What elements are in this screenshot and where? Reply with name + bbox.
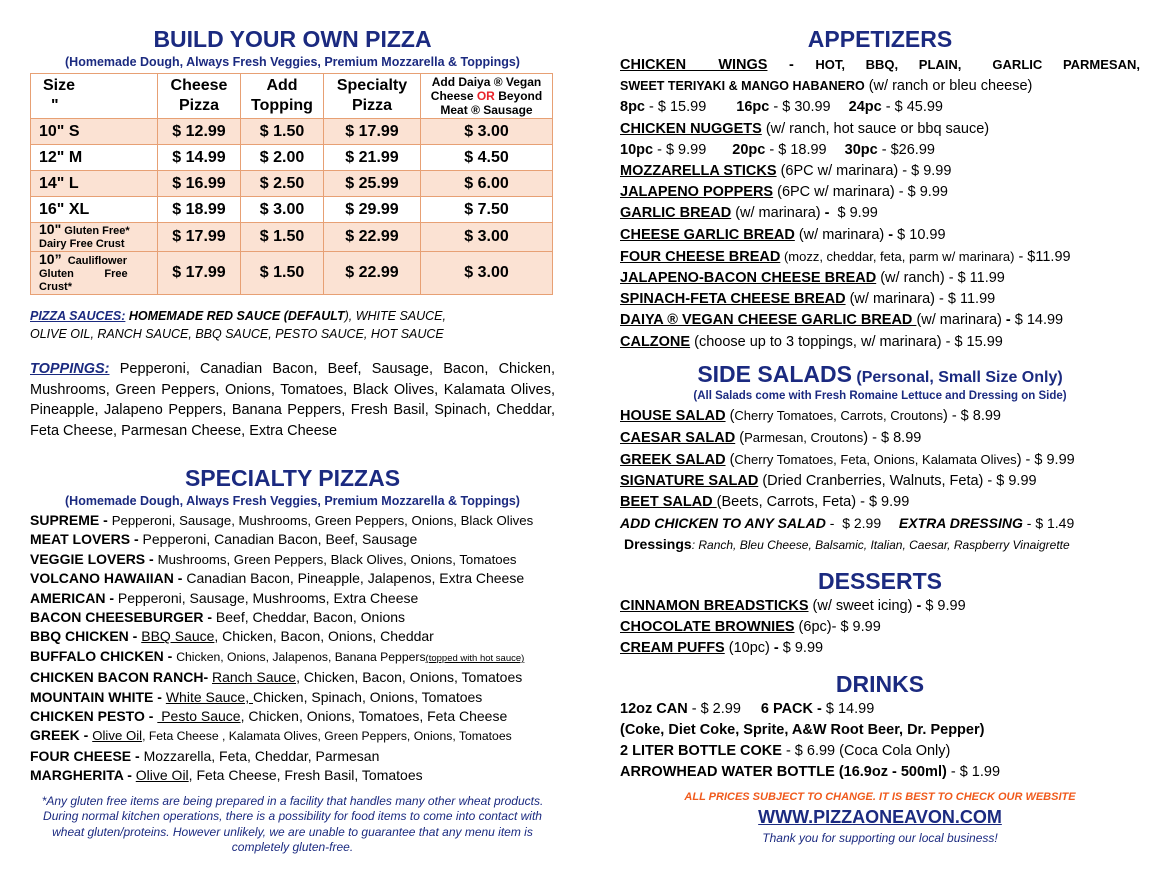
list-item: 2 LITER BOTTLE COKE - $ 6.99 (Coca Cola Only) [620, 742, 951, 759]
pizza-sauces: PIZZA SAUCES: HOMEMADE RED SAUCE (DEFAULT), WHITE SAUCE, OLIVE OIL, RANCH SAUCE, BBQ SAUCE, PESTO SAUCE, HOT SAUCE [30, 309, 446, 341]
table-row: 14" L $ 16.99 $ 2.50 $ 25.99 $ 6.00 [31, 171, 553, 197]
list-item: ARROWHEAD WATER BOTTLE (16.9oz - 500ml) - $ 1.99 [620, 763, 1001, 780]
table-row: 10" Gluten Free* Dairy Free Crust $ 17.99 $ 1.50 $ 22.99 $ 3.00 [31, 223, 553, 252]
thanks-message: Thank you for supporting our local business! [762, 830, 998, 845]
list-item: CALZONE (choose up to 3 toppings, w/ marinara) - $ 15.99 [620, 333, 1003, 350]
build-subtitle: (Homemade Dough, Always Fresh Veggies, Premium Mozzarella & Toppings) [65, 55, 520, 69]
table-row: 12" M $ 14.99 $ 2.00 $ 21.99 $ 4.50 [31, 145, 553, 171]
list-item: VEGGIE LOVERS - Mushrooms, Green Peppers, Black Olives, Onions, Tomatoes [30, 550, 517, 567]
drinks-list [620, 699, 1140, 783]
drinks-title: DRINKS [835, 670, 925, 697]
right-column [620, 24, 1140, 845]
list-item: AMERICAN - Pepperoni, Sausage, Mushrooms, Extra Cheese [30, 589, 419, 606]
appetizers-title: APPETIZERS [807, 26, 953, 52]
list-item: (Coke, Diet Coke, Sprite, A&W Root Beer, Dr. Pepper) [620, 721, 985, 738]
list-item: CINNAMON BREADSTICKS (w/ sweet icing) - $ 9.99 [620, 597, 966, 614]
topping-header: Add Topping [241, 74, 324, 119]
pizza-price-table [30, 73, 553, 295]
list-item: CHICKEN PESTO - Pesto Sauce, Chicken, Onions, Tomatoes, Feta Cheese [30, 708, 508, 725]
list-item: BUFFALO CHICKEN - Chicken, Onions, Jalapenos, Banana Peppers(topped with hot sauce) [30, 647, 525, 664]
specialty-list [30, 511, 555, 786]
list-item: FOUR CHEESE BREAD (mozz, cheddar, feta, parm w/ marinara) - $11.99 [620, 248, 1071, 265]
list-item: GREEK - Olive Oil, Feta Cheese , Kalamata Olives, Green Peppers, Onions, Tomatoes [30, 727, 512, 744]
left-column [30, 24, 555, 856]
specialty-header: Specialty Pizza [324, 74, 421, 119]
list-item: SUPREME - Pepperoni, Sausage, Mushrooms, Green Peppers, Onions, Black Olives [30, 512, 534, 528]
table-header-row [31, 74, 553, 119]
list-item: JALAPENO POPPERS (6PC w/ marinara) - $ 9.99 [620, 184, 948, 201]
list-item: MOZZARELLA STICKS (6PC w/ marinara) - $ 9.99 [620, 163, 952, 180]
list-item: CAESAR SALAD (Parmesan, Croutons) - $ 8.99 [620, 429, 922, 446]
toppings-list: TOPPINGS: Pepperoni, Canadian Bacon, Beef, Sausage, Bacon, Chicken, Mushrooms, Green Peppers, Onions, Tomatoes, Black Olives, Kalamata Olives, Pineapple, Jalapeno Peppers, Banana Peppers, Fresh Basil, Spinach, Cheddar, Feta Cheese, Parmesan Cheese, Extra Cheese [30, 361, 555, 439]
appetizers-list [620, 54, 1140, 353]
specialty-subtitle: (Homemade Dough, Always Fresh Veggies, Premium Mozzarella & Toppings) [65, 494, 520, 508]
list-item: ADD CHICKEN TO ANY SALAD - $ 2.99 EXTRA DRESSING - $ 1.49 [620, 514, 1075, 531]
list-item: GREEK SALAD (Cherry Tomatoes, Feta, Onions, Kalamata Olives) - $ 9.99 [620, 451, 1075, 468]
price-note: ALL PRICES SUBJECT TO CHANGE. IT IS BEST TO CHECK OUR WEBSITE [684, 790, 1076, 803]
table-row: 16" XL $ 18.99 $ 3.00 $ 29.99 $ 7.50 [31, 197, 553, 223]
salads-header: SIDE SALADS (Personal, Small Size Only) [697, 360, 1063, 387]
list-item: GARLIC BREAD (w/ marinara) - $ 9.99 [620, 205, 878, 222]
gluten-disclaimer: *Any gluten free items are being prepared in a facility that handles many other wheat products. During normal kitchen operations, there is a possibility for food items to come into contact with wheat gluten/proteins. However unlikely, we are unable to guarantee that any menu item is completely gluten-free. [41, 793, 544, 855]
list-item: MEAT LOVERS - Pepperoni, Canadian Bacon, Beef, Sausage [30, 531, 418, 548]
salads-subtitle: (All Salads come with Fresh Romaine Lettuce and Dressing on Side) [693, 389, 1067, 402]
vegan-header: Add Daiya ® Vegan Cheese OR Beyond Meat ® Sausage [421, 74, 553, 119]
size-header: Size " [31, 74, 158, 119]
list-item: FOUR CHEESE - Mozzarella, Feta, Cheddar, Parmesan [30, 747, 380, 764]
list-item: 12oz CAN - $ 2.99 6 PACK - $ 14.99 [620, 700, 875, 717]
list-item: CHEESE GARLIC BREAD (w/ marinara) - $ 10.99 [620, 226, 946, 243]
desserts-title: DESSERTS [818, 567, 942, 594]
dressings-line: Dressings: Ranch, Bleu Cheese, Balsamic, Italian, Caesar, Raspberry Vinaigrette [624, 535, 1070, 552]
list-item: CHICKEN NUGGETS (w/ ranch, hot sauce or bbq sauce) 10pc - $ 9.99 20pc - $ 18.99 30pc - $26.99 [620, 120, 990, 158]
cheese-header: Cheese Pizza [158, 74, 241, 119]
list-item: CREAM PUFFS (10pc) - $ 9.99 [620, 639, 824, 656]
list-item: BACON CHEESEBURGER - Beef, Cheddar, Bacon, Onions [30, 609, 406, 626]
table-row: 10” Cauliflower Gluten Free Crust* $ 17.99 $ 1.50 $ 22.99 $ 3.00 [31, 252, 553, 295]
list-item: BBQ CHICKEN - BBQ Sauce, Chicken, Bacon, Onions, Cheddar [30, 628, 434, 645]
table-row: 10" S $ 12.99 $ 1.50 $ 17.99 $ 3.00 [31, 119, 553, 145]
salads-list [620, 405, 1140, 556]
list-item: DAIYA ® VEGAN CHEESE GARLIC BREAD (w/ marinara) - $ 14.99 [620, 312, 1064, 329]
list-item: JALAPENO-BACON CHEESE BREAD (w/ ranch) - $ 11.99 [620, 270, 1005, 287]
website-link[interactable]: WWW.PIZZAONEAVON.COM [758, 806, 1002, 827]
list-item: MARGHERITA - Olive Oil, Feta Cheese, Fresh Basil, Tomatoes [30, 767, 423, 784]
build-title: BUILD YOUR OWN PIZZA [153, 26, 432, 52]
specialty-title: SPECIALTY PIZZAS [184, 465, 401, 491]
list-item: SPINACH-FETA CHEESE BREAD (w/ marinara) - $ 11.99 [620, 291, 996, 308]
list-item: CHICKEN WINGS - HOT, BBQ, PLAIN, GARLIC PARMESAN, SWEET TERIYAKI & MANGO HABANERO (w/ ranch or bleu cheese) 8pc - $ 15.99 16pc - $ 30.99 24pc - $ 45.99 [620, 57, 1140, 116]
list-item: VOLCANO HAWAIIAN - Canadian Bacon, Pineapple, Jalapenos, Extra Cheese [30, 570, 525, 587]
list-item: CHOCOLATE BROWNIES (6pc)- $ 9.99 [620, 618, 881, 635]
list-item: SIGNATURE SALAD (Dried Cranberries, Walnuts, Feta) - $ 9.99 [620, 472, 1037, 489]
desserts-list [620, 596, 1140, 659]
list-item: CHICKEN BACON RANCH- Ranch Sauce, Chicken, Bacon, Onions, Tomatoes [30, 669, 523, 686]
list-item: BEET SALAD (Beets, Carrots, Feta) - $ 9.99 [620, 493, 910, 510]
list-item: MOUNTAIN WHITE - White Sauce, Chicken, Spinach, Onions, Tomatoes [30, 688, 483, 705]
list-item: HOUSE SALAD (Cherry Tomatoes, Carrots, Croutons) - $ 8.99 [620, 407, 1001, 424]
